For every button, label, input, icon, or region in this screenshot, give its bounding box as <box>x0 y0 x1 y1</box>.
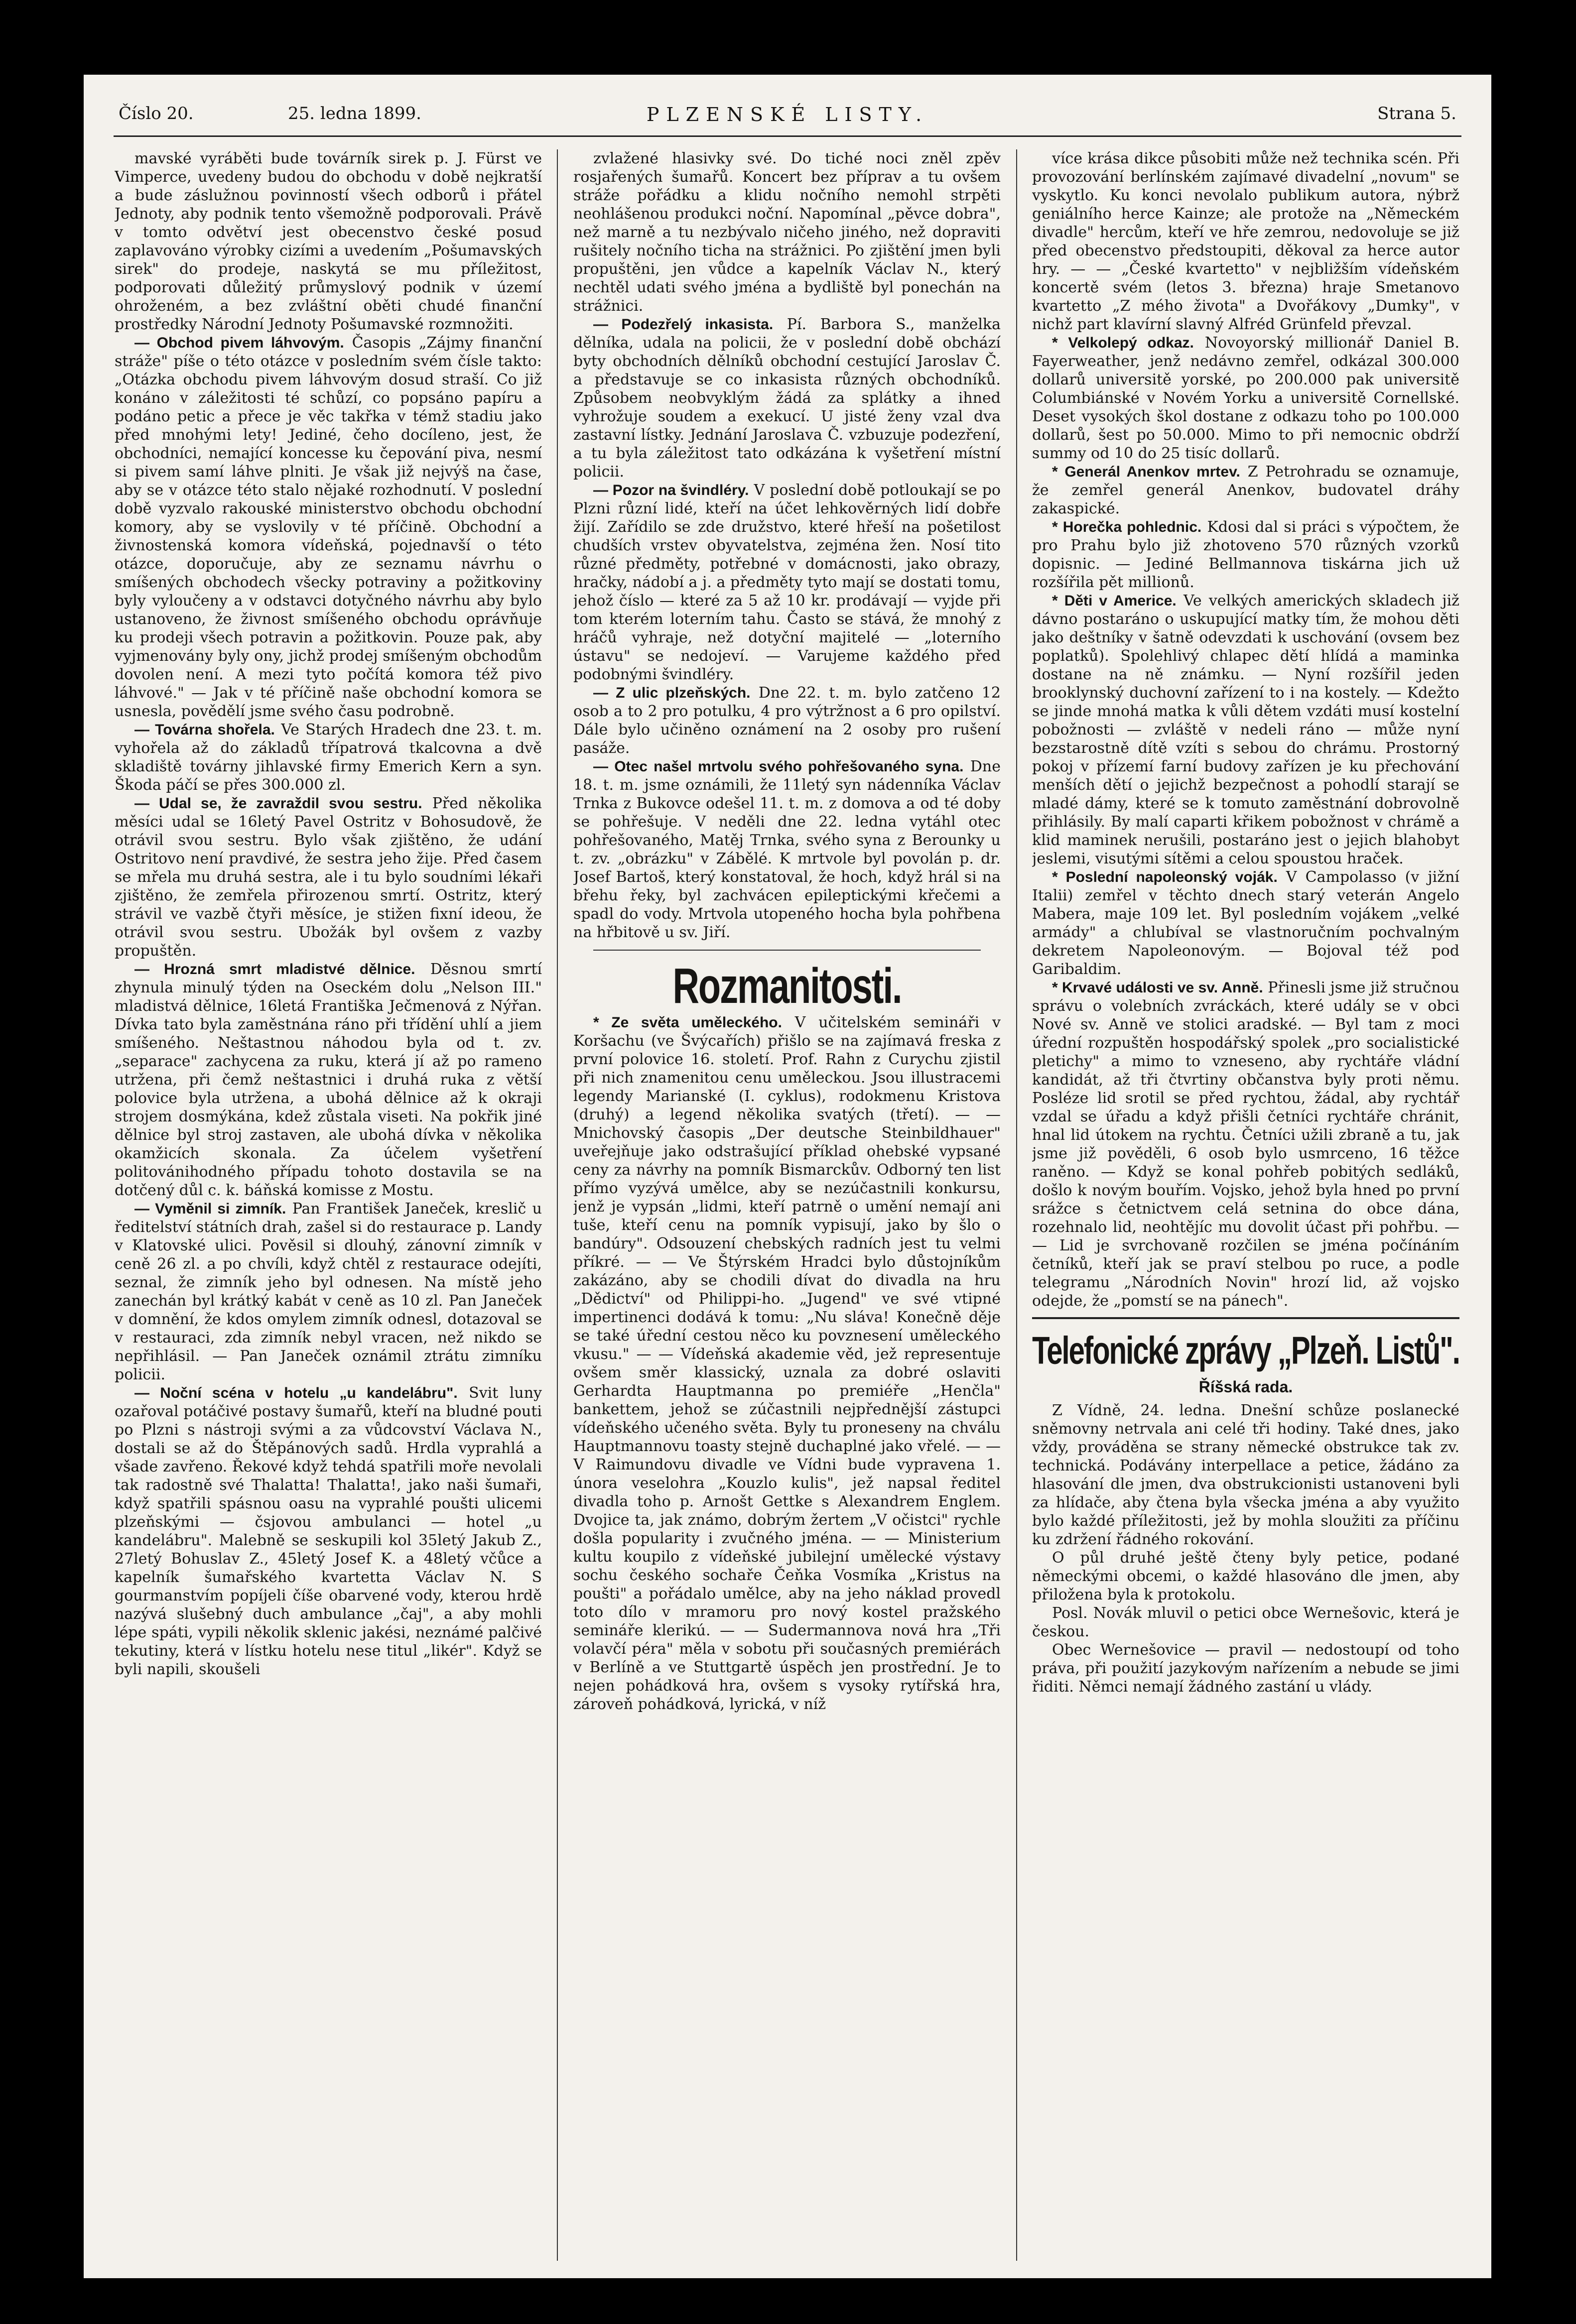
article-text: Ve Starých Hradech dne 23. t. m. vyhořela až do základů třípatrová tkalcovna a dvě skladiště továrny jihlavské firmy Emerich Kern a syn. Škoda páčí se přes 300.000 zl. <box>115 721 542 794</box>
article-heading: — Otec našel mrtvolu svého pohřešovaného syna. <box>593 758 964 775</box>
article-text: Přinesli jsme již stručnou správu o volebních zvráckách, které udály se v obci Nové sv. Anně ve stolici aradské. — Byl tam z moci úřední rozpuštěn hospodářský spolek „pro socialistické pletichy" a mimo to vzneseno, aby rychtáře vládní kandidát, až tři čtvrtiny občanstva byly proti němu. Posléze lid srotil se před rychtou, žádal, aby rychtář vzdal se úřadu a když přišli četníci rychtáře chránit, hnal lid útokem na rychtu. Četníci užili zbraně a tu, jak jsme již pověděli, 6 osob bylo usmrceno, 16 těžce raněno. — Když se konal pohřeb pobitých sedláků, došlo k novým bouřím. Vojsko, jehož byla hned po první srážce s četnictvem celá setnina do obce dána, rozehnalo lid, neohtějíc mu dovolit účast při pohřbu. — — Lid je svrchovaně rozčilen se jména počínáním četníků, kteří jak se praví stelbou po ruce, a podle telegramu „Národních Novin" hrozí lid, až vojsko odejde, že „pomstí se na pánech". <box>1032 979 1459 1310</box>
article-text: Děsnou smrtí zhynula minulý týden na Oseckém dolu „Nelson III." mladistvá dělnice, 16letá Františka Ječmenová z Nýřan. Dívka tato byla zaměstnána ráno při třídění uhlí a jiem smíšeného. Neštastnou náhodou byla od t. zv. „separace" zachycena za ruku, která jí až po rameno utržena, při čemž neštastnici i druhá ruka z větší polovice byla utržena, a ubohá dělnice až k okraji strojem dosmýkána, kdež zůstala viseti. Na pokřik jiné dělnice byl stroj zastaven, ale ubohá dívka v několika okamžicích skonala. Za účelem vyšetření politovánihodného případu tohoto dostavila se na dotčený důl c. k. báňská komisse z Mostu. <box>115 961 542 1199</box>
article-text: Dne 18. t. m. jsme oznámili, že 11letý syn nádenníka Václav Trnka z Bukovce odešel 11. t. m. z domova a od té doby se pohřešuje. V neděli dne 22. ledna vytáhl otec pohřešovaného, Matěj Trnka, svého syna z Berounky u t. zv. „obrázku" v Zábělé. K mrtvole byl povolán p. dr. Josef Bartoš, který konstatoval, že hoch, když hrál si na břehu řeky, byl zachvácen epileptickými křečemi a spadl do vody. Mrtvola utopeného hocha byla pohřbena na hřbitově u sv. Jiří. <box>573 758 1001 941</box>
page-header <box>119 104 1456 138</box>
article-heading: — Hrozná smrt mladistvé dělnice. <box>134 961 415 978</box>
newspaper-page <box>84 75 1491 2278</box>
article-heading: * Krvavé události ve sv. Anně. <box>1052 979 1263 996</box>
section-title: Rozmanitosti. <box>672 958 902 1014</box>
article-text: Dne 22. t. m. bylo zatčeno 12 osob a to 2 pro potulku, 4 pro výtržnost a 6 pro opilství. Dále bylo učiněno oznámení na 2 osoby pro rušení pasáže. <box>573 684 1001 757</box>
article-text: Časopis „Zájmy finanční stráže" píše o této otázce v posledním svém čísle takto: „Otázka obchodu pivem láhvovým dosud straší. Co již konáno v záležitosti té schůzí, co popsáno papíru a podáno petic a přece je věc takřka v témž stadiu jako před mnohými lety! Jediné, čeho docíleno, jest, že obchodníci, nemající koncesse ku čepování piva, nesmí si pivem samí láhve plniti. Je však již nejvýš na čase, aby se v otázce této stalo nějaké rozhodnutí. V poslední době vyzvalo rakouské ministerstvo obchodu obchodní komory, aby se vyslovily v té příčině. Obchodní a živnostenská komora vídeňská, pojednavší o této otázce, doporučuje, aby ze seznamu návrhu o smíšených obchodech všecky potraviny a požitkoviny byly vyloučeny a v odstavci dotyčného návrhu aby bylo ustanoveno, že živnost smíšeného obchodu oprávňuje ku prodeji všech potravin a požitkovin. Pouze pak, aby vyjmenovány byly ony, jichž prodej smíšeným obchodům dovolen není. A mezi tyto počítá komora též pivo láhvové." — Jak v té příčině naše obchodní komora se usnesla, povědělí jsme svého času podrobně. <box>115 334 542 720</box>
article-heading: — Noční scéna v hotelu „u kandelábru". <box>134 1385 458 1401</box>
article-text: Svit luny ozařoval potáčivé postavy šumařů, kteří na bludné pouti po Plzni s nástroji svými a za vůdcovství Václava N., dostali se až do Štěpánových sadů. Hrdla vyprahlá a všade zavřeno. Řekové když tehdá spatřili moře nevolali tak radostně své Thalatta! Thalatta!, jako naši šumaři, když spatřili spásnou oasu na vyprahlé poušti ulicemi plzeňskými — čsjovou ambulanci — hotel „u kandelábru". Malebně se seskupili kol 35letý Jakub Z., 27letý Bohuslav Z., 45letý Josef K. a 48letý včůce a kapelník šumařského kvartetta Václav N. S gourmanstvím popíjeli číše obarvené vody, kterou hrdě nazývá slušebný duch ambulance „čaj", a aby mohli lépe spáti, vypili několik sklenic jakési, neznámé palčivé tekutiny, která v lístku hotelu nese titul „likér". Když se byli napili, skoušeli <box>115 1384 542 1678</box>
article-heading: * Horečka pohlednic. <box>1052 519 1202 535</box>
article-text: Z Petrohradu se oznamuje, že zemřel generál Anenkov, budovatel dráhy zakaspické. <box>1032 463 1459 517</box>
column-divider <box>557 149 558 2261</box>
paragraph: Posl. Novák mluvil o petici obce Wernešovic, která je českou. <box>1032 1604 1459 1640</box>
column-3 <box>1032 149 1459 2261</box>
column-divider <box>1016 149 1017 2261</box>
article-text: Pí. Barbora S., manželka dělníka, udala na policii, že v poslední době obchází byty obchodních dělníků obchodní cestující Jaroslav Č. a představuje se co inkasista různých obchodníků. Způsobem neobvyklým žádá za splátky a ihned vyhrožuje soudem a exekucí. U jisté ženy vzal dva zastavní lístky. Jednání Jaroslava Č. vzbuzuje podezření, a tu byla záležitost tato odkázána k vyšetření místní policii. <box>573 316 1001 481</box>
article-text: V poslední době potloukají se po Plzni různí lidé, kteří na účet lehkověrných lidí dobře žijí. Zařídilo se zde družstvo, které hřeší na pošetilost chudších vrstev obyvatelstva, zejména žen. Nosí tito různé předměty, potřebné v domácnosti, jako obrazy, hračky, nádobí a j. a předměty tyto mají se dostati tomu, jehož číslo — které za 5 až 10 kr. prodávají — vyjde při tom kterém loterním tahu. Často se stává, že mnohý z hráčů vyhraje, než dotyční majitelé — „loterního ústavu" se nedojeví. — Varujeme každého před podobnými švindléry. <box>573 482 1001 683</box>
telegram-section-title: Telefonické zprávy „Plzeň. Listů". <box>1032 1329 1459 1373</box>
article-heading: — Podezřelý inkasista. <box>593 316 774 333</box>
article-heading: — Pozor na švindléry. <box>593 482 749 498</box>
header-rule <box>114 135 1461 137</box>
paragraph: zvlažené hlasivky své. Do tiché noci zněl zpěv rosjařených šumařů. Koncert bez příprav a tu ovšem stráže pořádku a klidu nočního nemohl strpěti neohlášenou produkci noční. Napomínal „pěvce dobra", než marně a tu nezbývalo ničeho jiného, než dopraviti rušitely nočního ticha na strážnici. Po zjištění jmen byli propuštěni, jen vůdce a kapelník Václav N., který nechtěl udati svého jména a bydliště byl ponechán na strážnici. <box>573 150 1001 315</box>
article-text: Kdosi dal si práci s výpočtem, že pro Prahu bylo již zhotoveno 570 různých vzorků dopisnic. — Jediné Bellmannova tiskárna jich už rozšířila pět millionů. <box>1032 518 1459 591</box>
paragraph: více krása dikce působiti může než technika scén. Při provozování berlínském zajímavé divadelní „novum" se vyskytlo. Ku konci nevolalo publikum autora, nýbrž geniálního herce Kainze; ale protože na „Německém divadle" hercům, kteří ve hře zemrou, nedovoluje se již před obecenstvo předstoupiti, děkoval za herce autor hry. — — „České kvartetto" v nejbližším vídeňském koncertě svém (letos 3. března) hraje Smetanovo kvartetto „Z mého života" a Dvořákovy „Dumky", v nichž part klavírní slavný Alfréd Grünfeld převzal. <box>1032 150 1459 333</box>
article-text: Novoyorský millionář Daniel B. Fayerweather, jenž nedávno zemřel, odkázal 300.000 dollarů universitě yorské, po 200.000 pak universitě Columbiánské v Novém Yorku a universitě Cornellské. Deset vysokých škol dostane z odkazu toho po 100.000 dollarů, šest po 50.000. Mimo to při nemocnic obdrží summy od 10 do 25 tisíc dollarů. <box>1032 334 1459 462</box>
article-heading: * Ze světa uměleckého. <box>593 1014 782 1031</box>
section-rule <box>593 950 981 951</box>
paragraph: Obec Wernešovice — pravil — nedostoupí od toho práva, při použití jazykovým nařízením a nebude se jimi řiditi. Němci nemají žádného zastání u vlády. <box>1032 1641 1459 1696</box>
column-1 <box>115 149 542 2261</box>
article-text: V Campolasso (v jižní Italii) zemřel v těchto dnech starý veterán Angelo Mabera, maje 109 let. Byl posledním vojákem „velké armády" a chlubíval se vlastnoručním pochvalným dekretem Napoleonovým. — Bojoval též pod Garibaldim. <box>1032 868 1459 978</box>
issue-number: Číslo 20. <box>119 104 194 123</box>
article-heading: — Udal se, že zavraždil svou sestru. <box>134 795 422 812</box>
article-heading: * Děti v Americe. <box>1052 593 1177 609</box>
page-number: Strana 5. <box>1377 104 1456 123</box>
article-text: V učitelském semináři v Koršachu (ve Švýcařích) přišlo se na zajímavá freska z první polovice 16. století. Prof. Rahn z Curychu zjistil při nich znamenitou cenu uměleckou. Jsou illustracemi legendy Marianské (I. cyklus), rodokmenu Kristova (druhý) a legend několika svatých (třetí). — — Mnichovský časopis „Der deutsche Steinbildhauer" uveřejňuje jako odstrašující příklad ohebské vypsané ceny za návrhy na pomník Bismarckův. Odborný ten list přímo vyzývá umělce, aby se nezúčastnili konkursu, jenž je vypsán „lidmi, kteří patrně o umění nemají ani tuše, kteří cenu na pomník vypisují, jako by šlo o bandúry". Odsouzení chebských radních jest tu velmi příkré. — — Ve Štýrském Hradci bylo důstojníkům zakázáno, aby se chodili dívat do divadla na hru „Dědictví" od Philippi-ho. „Jugend" ve své vtipné impertinenci dodává k tomu: „Nu sláva! Konečně děje se také úřední cestou něco ku povznesení uměleckého vkusu." — — Vídeňská akademie věd, jež representuje ovšem směr klassický, uznala za dobré oslaviti Gerhardta Hauptmanna po premiéře „Henčla" bankettem, jehož se zúčastnili nejpřednější zástupci vídeňského učeného světa. Byly tu proneseny na chválu Hauptmannovu toasty stejně duchaplné jako vřelé. — — V Raimundovu divadle ve Vídni bude vypravena 1. února veselohra „Kouzlo kulis", jež napsal ředitel divadla toho p. Arnošt Gettke s Alexandrem Englem. Dvojice ta, jak známo, dobrým žertem „V očistci" rychle došla popularity i zvučného jména. — — Ministerium kultu koupilo z vídeňské jubilejní umělecké výstavy sochu českého sochaře Čeňka Vosmíka „Kristus na poušti" a pořádalo umělce, aby na jeho náklad provedl toto dílo v mramoru pro nový kostel pražského semináře klerikú. — — Sudermannova nová hra „Tři volavčí péra" měla v sobotu při současných premiérách v Berlíně a ve Stuttgartě úspěch jen prostřední. Je to nejen pohádková hra, ovšem s vysoky rytířská hra, zároveň pohádková, lyrická, v níž <box>573 1014 1001 1713</box>
article-text: Před několika měsíci udal se 16letý Pavel Ostritz v Bohosudově, že otrávil svou sestru. Bylo však zjištěno, že udání Ostritovo není pravdivé, že sestra jeho žije. Před časem se mřela mu druhá sestra, ale i tu bylo soudními lékaři zjištěno, že zemřela přirozenou smrtí. Ostritz, který strávil ve vazbě čtyři měsíce, je stižen fixní ideou, že otrávil svou sestru. Ubožák byl ovšem z vazby propuštěn. <box>115 795 542 960</box>
article-text: Ve velkých amerických skladech již dávno postaráno o uskupující matky tím, že mohou děti jako deštníky v šatně odevzdati k uschování (ovsem bez poplatků). Spolehlivý chlapec dětí hlídá a maminka dostane na ně známku. — Nyní rozšířil jeden brooklynský duchovní zařízení to i na kostely. — Kdežto se jinde mnohá matka k vůli dětem vzdáti musí kostelní pobožnosti — zvláště v nedeli ráno — může nyní bezstarostně dítě vzíti s sebou do chrámu. Prostorný pokoj v přízemí farní budovy zařízen je ku přechování menších dětí o jejichž bezpečnost a pohodlí starají se mladé dámy, které se k tomuto zaměstnání dobrovolně přihlásily. By malí caparti křikem pobožnost v chrámě a klid maminek nerušili, postaráno jest o jejich blahobyt jeslemi, visutými sítěmi a celou spoustou hraček. <box>1032 592 1459 867</box>
article-text: Pan František Janeček, kreslič u ředitelství státních drah, zašel si do restaurace p. Landy v Klatovské ulici. Pověsil si dlouhý, zánovní zimník v ceně 26 zl. a po chvíli, když chtěl z restaurace odejíti, seznal, že zimník jeho byl odnesen. Na místě jeho zanechán byl krátký kabát v ceně as 10 zl. Pan Janeček v domnění, že kdos omylem zimník odnesl, dotazoval se v restauraci, zda zimník nebyl vracen, než nikdo se nepřihlásil. — Pan Janeček oznámil ztrátu zimníku policii. <box>115 1200 542 1383</box>
article-heading: * Generál Anenkov mrtev. <box>1052 464 1240 480</box>
article-heading: — Z ulic plzeňských. <box>593 685 751 701</box>
subsection-title: Říšská rada. <box>1198 1378 1293 1396</box>
article-heading: * Poslední napoleonský voják. <box>1052 869 1278 885</box>
article-heading: — Obchod pivem láhvovým. <box>134 335 344 351</box>
issue-date: 25. ledna 1899. <box>288 104 421 123</box>
article-heading: * Velkolepý odkaz. <box>1052 335 1194 351</box>
paragraph: O půl druhé ještě čteny byly petice, podané německými obcemi, o každé hlasováno dle jmen, aby přiložena byla k protokolu. <box>1032 1549 1459 1603</box>
section-rule <box>1032 1317 1459 1319</box>
article-heading: — Vyměnil si zimník. <box>134 1201 286 1217</box>
column-2 <box>573 149 1001 2261</box>
paragraph: Z Vídně, 24. ledna. Dnešní schůze poslanecké sněmovny netrvala ani celé tři hodiny. Také dnes, jako vždy, prováděna se strany německé obstrukce tak zv. technická. Podávány interpellace a petice, žádáno za hlasování dle jmen, dva obstrukcionisti ustanoveni byli za hlídače, aby čtena byla všecka jména a aby využito bylo každé příležitosti, jež by mohla sloužiti za příčinu ku zdržení řádného rokování. <box>1032 1402 1459 1548</box>
masthead-title: PLZENSKÉ LISTY. <box>646 104 929 125</box>
paragraph: mavské vyráběti bude továrník sirek p. J. Fürst ve Vimperce, uvedeny budou do obchodu v době nejkratší a bude záslužnou povinností všech odborů i přátel Jednoty, aby podnik tento všemožně podporovali. Právě v tomto odvětví jest obecenstvo české posud zaplavováno výrobky cizími a uvedením „Pošumavských sirek" do prodeje, naskytá se mu příležitost, podporovati důležitý průmyslový podnik v území ohroženém, a bez zvláštní oběti chudé finanční prostředky Národní Jednoty Pošumavské rozmnožiti. <box>115 150 542 333</box>
article-heading: — Továrna shořela. <box>134 722 275 738</box>
